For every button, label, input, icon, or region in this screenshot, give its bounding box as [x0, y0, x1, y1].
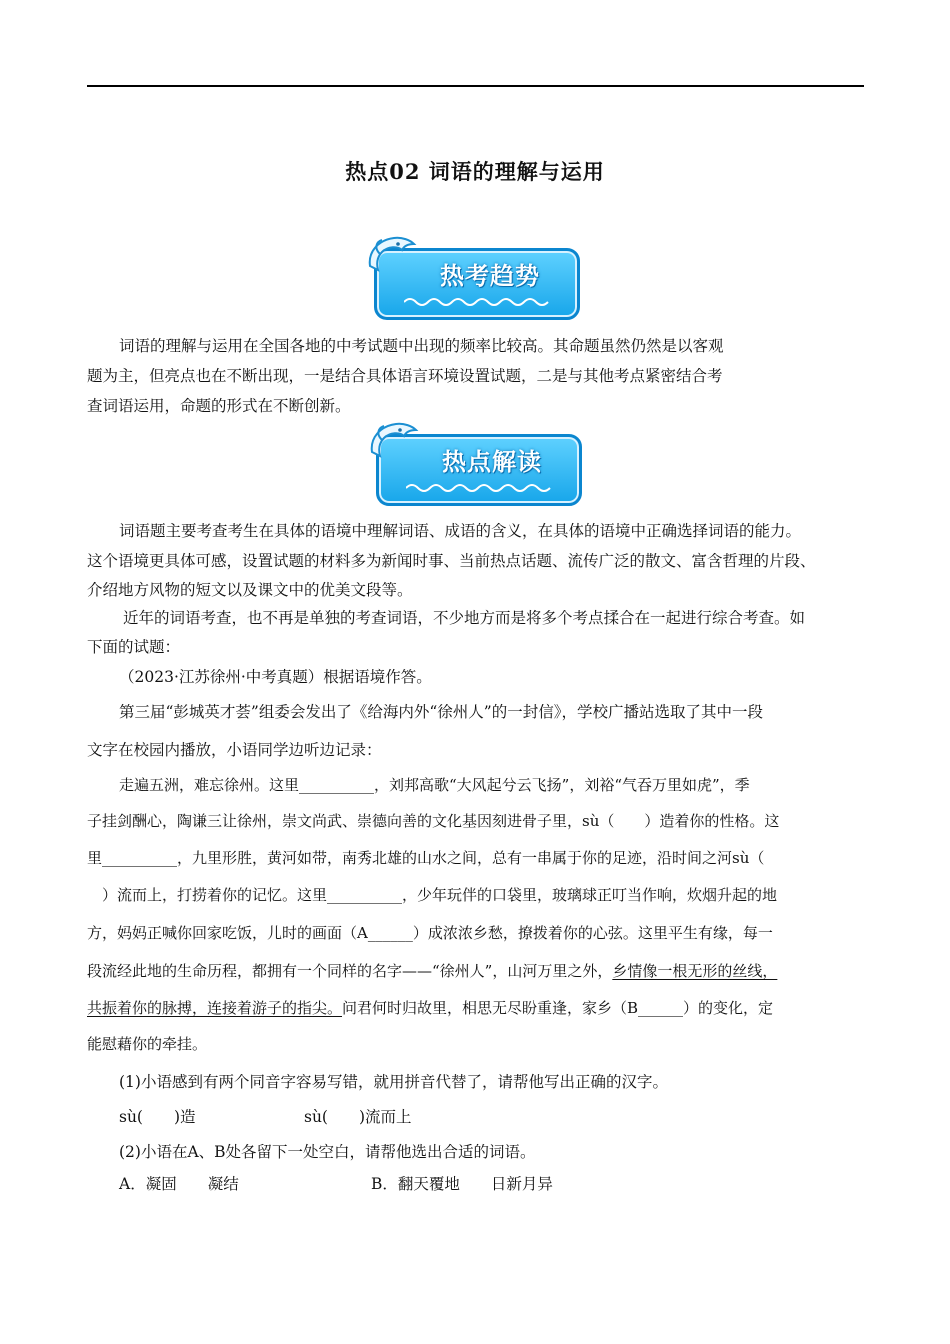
passage-line-6 [87, 960, 777, 981]
badge-label: 热考趋势 [440, 262, 540, 290]
passage-line-5: 方，妈妈正喊你回家吃饭，儿时的画面（A______）成浓浓乡愁，撩拨着你的心弦。这里平生有缘，每一 [87, 924, 773, 942]
context-line-2: 文字在校园内播放，小语同学边听边记录： [87, 741, 382, 759]
question-1: (1)小语感到有两个同音字容易写错，就用拼音代替了，请帮他写出正确的汉字。 [119, 1073, 668, 1091]
context-line-1: 第三届“彭城英才荟”组委会发出了《给海内外“徐州人”的一封信》，学校广播站选取了其中一段 [119, 703, 763, 721]
analysis-line-3: 介绍地方风物的短文以及课文中的优美文段等。 [87, 581, 413, 599]
wave-decoration [406, 482, 556, 494]
underlined-sentence-part-2: 共振着你的脉搏，连接着游子的指尖。 [87, 999, 343, 1017]
analysis-line-2: 这个语境更具体可感，设置试题的材料多为新闻时事、当前热点话题、流传广泛的散文、富含哲理的片段、 [87, 552, 816, 570]
analysis-line-1: 词语题主要考查考生在具体的语境中理解词语、成语的含义，在具体的语境中正确选择词语的能力。 [119, 522, 802, 540]
passage-line-7 [87, 997, 773, 1018]
analysis-line-4: 近年的词语考查，也不再是单独的考查词语，不少地方而是将多个考点揉合在一起进行综合考查。如 [123, 609, 806, 627]
header-rule [87, 85, 864, 87]
question-source: （2023·江苏徐州·中考真题）根据语境作答。 [119, 668, 432, 686]
page-title: 热点02 词语的理解与运用 [345, 159, 605, 184]
passage-line-3: 里__________，九里形胜，黄河如带，南秀北雄的山水之间，总有一串属于你的足迹，沿时间之河sù（ [87, 849, 765, 867]
passage-line-6-text: 段流经此地的生命历程，都拥有一个同样的名字——“徐州人”，山河万里之外， [87, 962, 613, 980]
intro-line-3: 查词语运用，命题的形式在不断创新。 [87, 397, 351, 415]
analysis-line-5: 下面的试题： [87, 638, 181, 656]
option-b: B．翻天覆地 日新月异 [371, 1175, 553, 1193]
passage-line-1: 走遍五洲，难忘徐州。这里__________，刘邦高歌“大风起兮云飞扬”，刘裕“气吞万里如虎”，季 [119, 776, 750, 794]
question-2: (2)小语在A、B处各留下一处空白，请帮他选出合适的词语。 [119, 1143, 536, 1161]
badge-label: 热点解读 [442, 448, 542, 476]
wave-decoration [404, 296, 554, 308]
dolphin-icon [366, 418, 422, 468]
hot-analysis-badge [372, 418, 582, 508]
passage-line-7-text: 问君何时归故里，相思无尽盼重逢，家乡（B______）的变化，定 [342, 999, 774, 1017]
intro-line-1: 词语的理解与运用在全国各地的中考试题中出现的频率比较高。其命题虽然仍然是以客观 [119, 337, 724, 355]
option-a: A．凝固 凝结 [119, 1175, 239, 1193]
passage-line-2: 子挂剑酬心，陶谦三让徐州，崇文尚武、崇德向善的文化基因刻进骨子里，sù（ ）造着你的性格。这 [87, 812, 780, 830]
dolphin-icon [364, 232, 420, 282]
passage-line-4: ）流而上，打捞着你的记忆。这里__________，少年玩伴的口袋里，玻璃球正叮当作响，炊烟升起的地 [87, 886, 778, 904]
hot-trend-badge [370, 232, 580, 322]
question-1-item-b: sù( )流而上 [304, 1108, 412, 1126]
intro-line-2: 题为主，但亮点也在不断出现，一是结合具体语言环境设置试题，二是与其他考点紧密结合考 [87, 367, 723, 385]
passage-line-8: 能慰藉你的牵挂。 [87, 1035, 208, 1053]
question-1-item-a: sù( )造 [119, 1108, 196, 1126]
underlined-sentence-part-1: 乡情像一根无形的丝线， [612, 962, 778, 980]
